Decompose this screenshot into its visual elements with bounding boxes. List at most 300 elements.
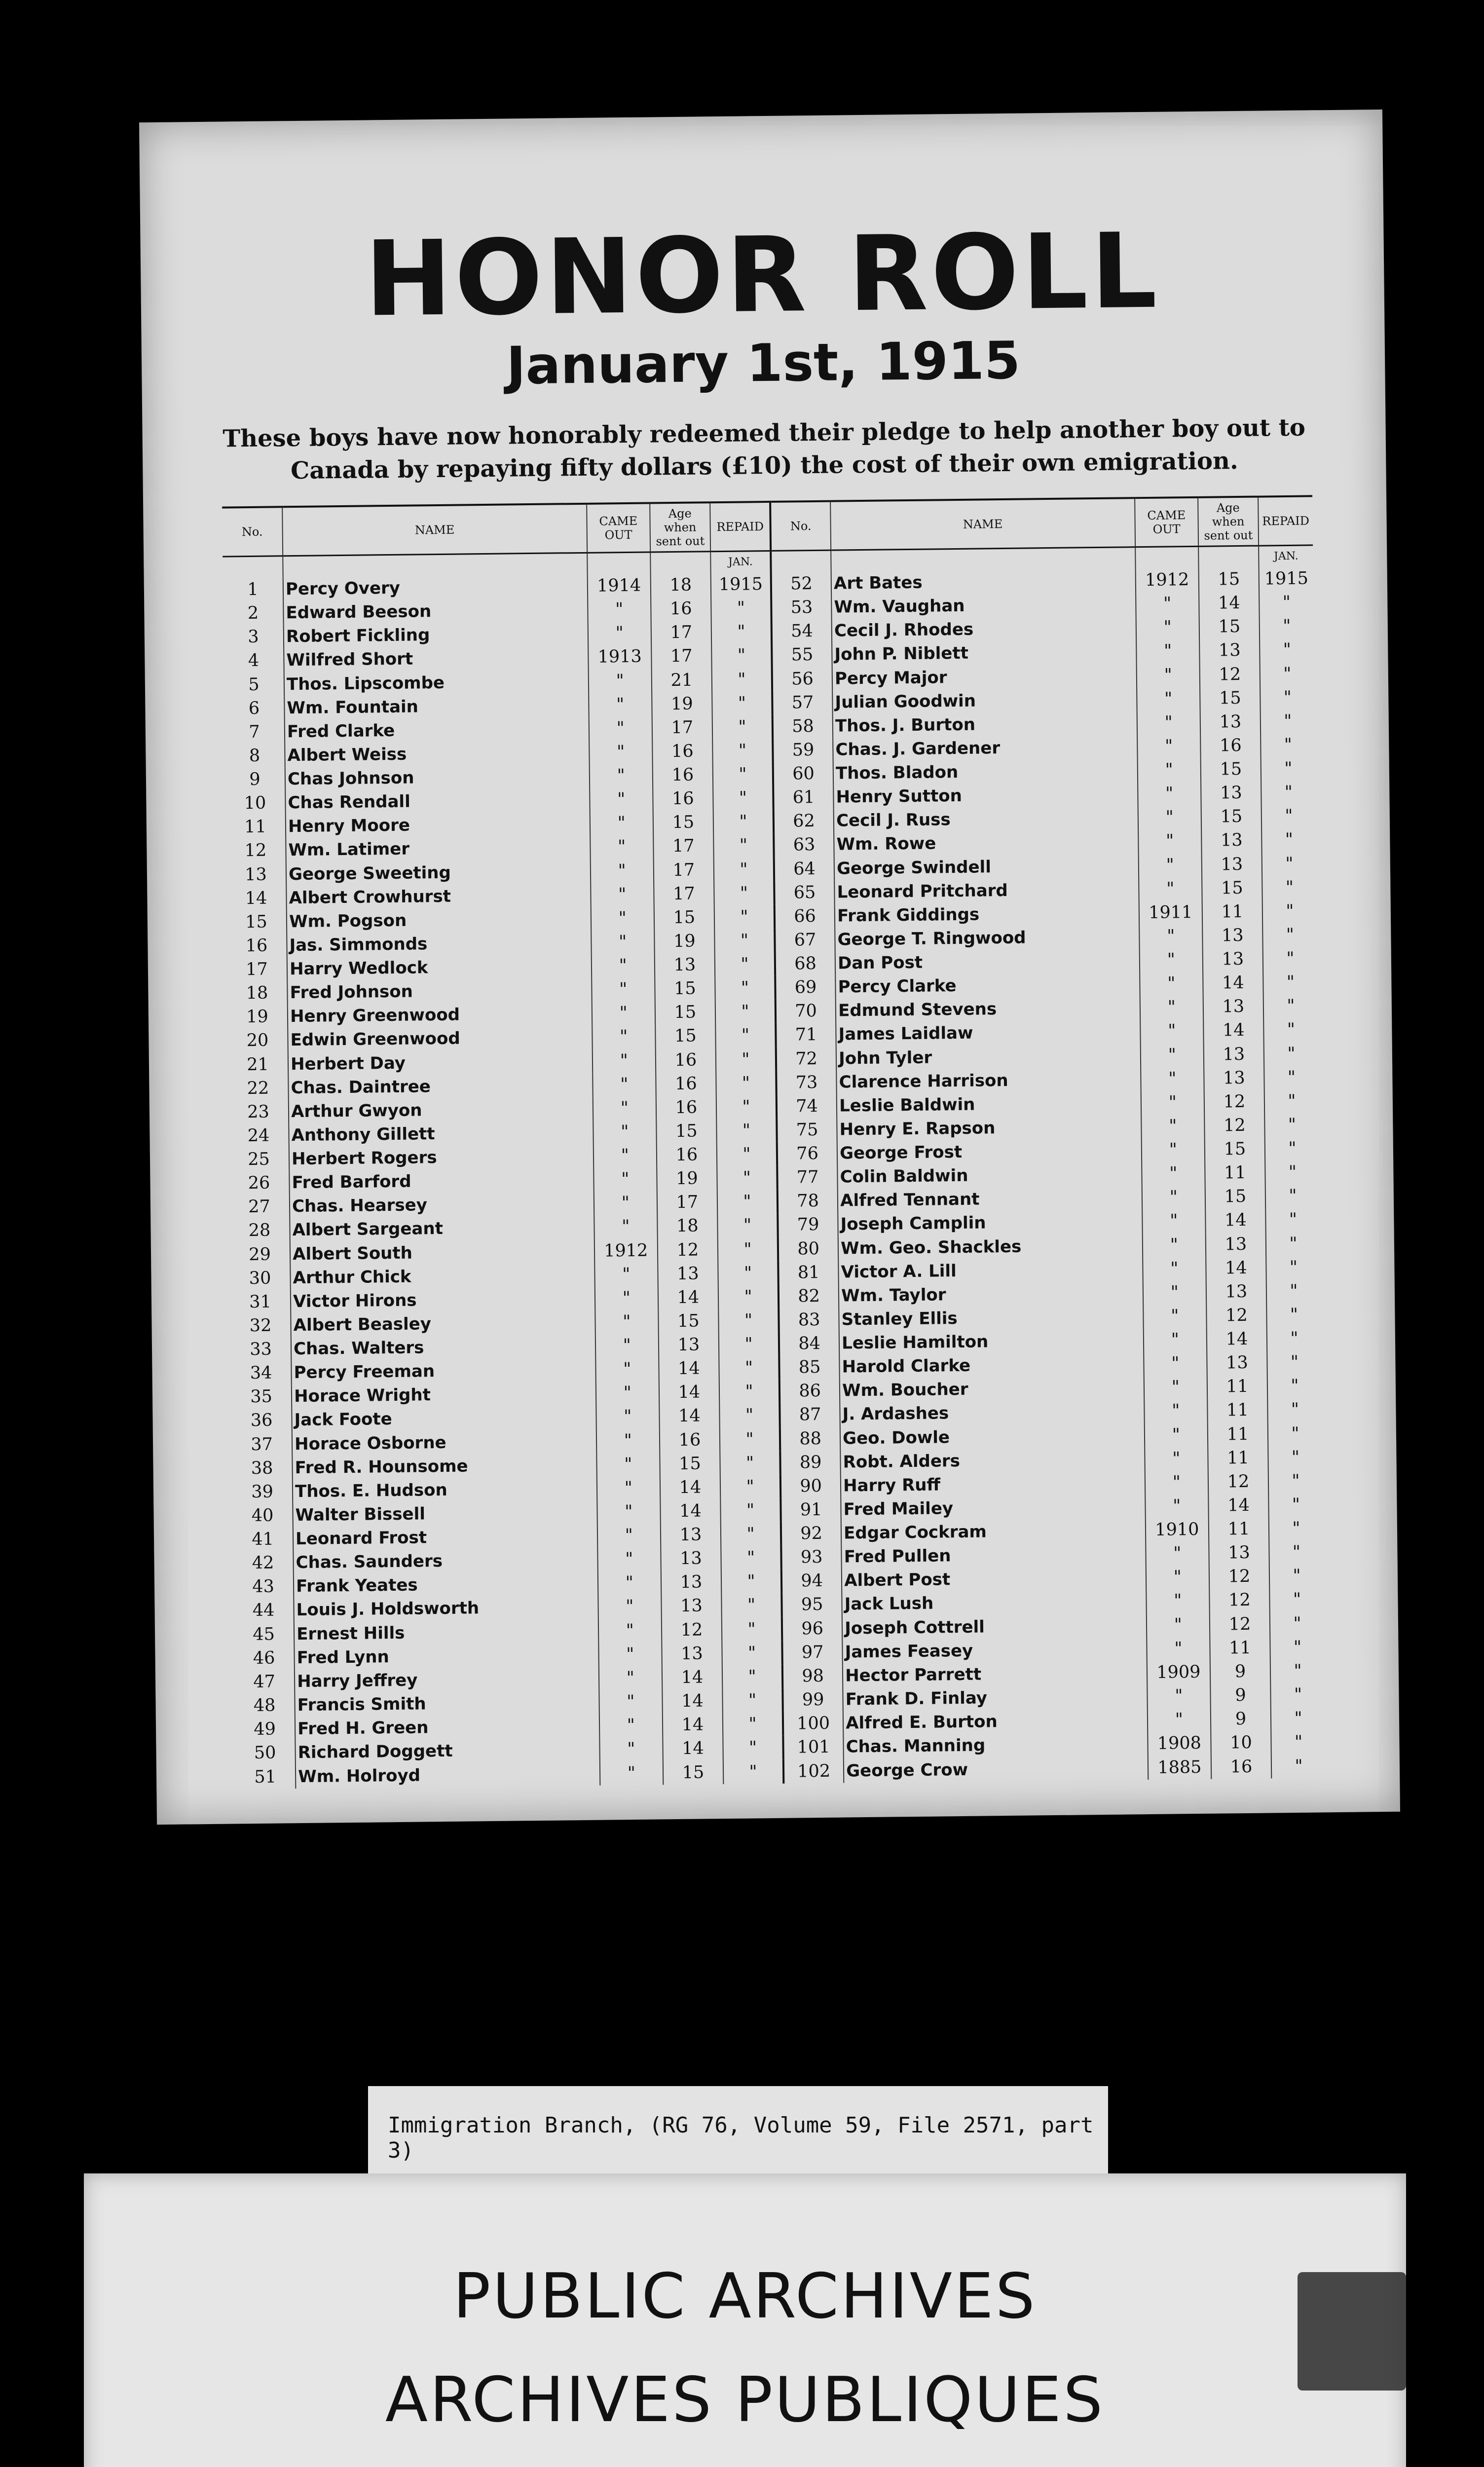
right-cell-repaid: " xyxy=(1270,1659,1325,1683)
left-cell-repaid: " xyxy=(722,1665,783,1689)
col-header-name-right: NAME xyxy=(830,498,1135,550)
left-cell-no: 29 xyxy=(249,1244,271,1265)
left-cell-age: 16 xyxy=(653,763,713,787)
right-cell-age: 12 xyxy=(1200,662,1261,686)
left-cell-came: " xyxy=(590,787,653,812)
left-cell-repaid: " xyxy=(713,833,774,858)
right-cell-name: Julian Goodwin xyxy=(832,687,1137,714)
col-header-repaid: REPAID xyxy=(710,502,771,552)
left-cell-came: " xyxy=(593,1143,657,1167)
right-cell-repaid: " xyxy=(1266,1279,1321,1303)
right-cell-repaid: " xyxy=(1268,1469,1323,1493)
right-cell-came: " xyxy=(1139,924,1203,948)
left-cell-repaid: " xyxy=(721,1593,782,1617)
left-cell-no: 14 xyxy=(245,888,267,908)
left-cell-came: " xyxy=(596,1405,660,1429)
left-cell-name: Percy Overy xyxy=(283,574,588,601)
right-cell-age: 15 xyxy=(1199,567,1260,592)
left-cell-repaid: " xyxy=(717,1166,778,1190)
left-cell-no: 4 xyxy=(248,651,260,671)
left-cell-age: 12 xyxy=(658,1238,718,1262)
left-cell-repaid: " xyxy=(718,1237,779,1261)
right-cell-came: " xyxy=(1137,686,1200,710)
left-cell-name: George Sweeting xyxy=(286,859,591,886)
left-cell-no: 47 xyxy=(253,1672,276,1692)
left-cell-no: 45 xyxy=(253,1624,275,1645)
right-cell-no: 82 xyxy=(779,1284,839,1308)
right-cell-repaid: " xyxy=(1268,1445,1322,1469)
left-cell-age: 14 xyxy=(660,1499,721,1523)
right-cell-came: " xyxy=(1143,1256,1206,1280)
left-cell-age: 16 xyxy=(656,1072,716,1096)
left-cell-repaid: " xyxy=(715,1023,776,1047)
right-cell-no: 59 xyxy=(773,738,833,762)
left-cell-name: Henry Greenwood xyxy=(288,1002,592,1029)
left-cell-age: 17 xyxy=(654,858,714,882)
col-header-came-out-right: CAME OUT xyxy=(1135,497,1198,547)
left-cell-no: 42 xyxy=(252,1553,274,1573)
left-cell-name: Albert Weiss xyxy=(285,741,589,768)
left-cell-age: 14 xyxy=(662,1665,723,1689)
right-cell-name: Joseph Cottrell xyxy=(842,1613,1147,1641)
right-cell-age: 14 xyxy=(1203,971,1263,995)
right-cell-repaid: " xyxy=(1262,852,1316,876)
right-cell-age: 12 xyxy=(1209,1588,1270,1612)
right-cell-no: 99 xyxy=(782,1687,843,1712)
left-cell-came: " xyxy=(590,811,653,835)
left-cell-age: 17 xyxy=(651,644,712,669)
left-cell-name: Chas Johnson xyxy=(285,764,590,791)
right-cell-no: 95 xyxy=(781,1593,842,1617)
left-cell-no: 32 xyxy=(249,1315,272,1336)
right-cell-age: 16 xyxy=(1211,1755,1272,1779)
right-cell-name: John Tyler xyxy=(836,1044,1141,1071)
left-cell-age: 13 xyxy=(658,1262,718,1286)
right-cell-age: 13 xyxy=(1204,1042,1264,1066)
left-cell-came: " xyxy=(597,1499,661,1524)
left-cell-no: 38 xyxy=(251,1458,273,1478)
left-cell-came: " xyxy=(592,977,655,1002)
left-cell-age: 18 xyxy=(651,573,711,597)
left-cell-name: Henry Moore xyxy=(286,812,590,839)
left-cell-name: Thos. Lipscombe xyxy=(284,669,589,696)
left-cell-came: " xyxy=(595,1333,659,1357)
right-cell-came: 1908 xyxy=(1148,1731,1211,1756)
left-cell-name: Thos. E. Hudson xyxy=(293,1476,597,1503)
left-cell-no: 46 xyxy=(253,1648,275,1668)
col-header-no: No. xyxy=(222,507,283,557)
right-cell-name: Leonard Pritchard xyxy=(834,877,1139,904)
right-cell-came: " xyxy=(1146,1565,1210,1589)
right-cell-name: Dan Post xyxy=(835,948,1140,975)
left-cell-repaid: " xyxy=(712,739,773,763)
repaid-month-left: JAN. xyxy=(710,551,771,573)
left-cell-repaid: " xyxy=(720,1451,780,1475)
left-cell-came: " xyxy=(589,740,653,764)
right-cell-repaid: " xyxy=(1260,638,1314,662)
left-cell-came: " xyxy=(589,763,653,787)
left-cell-repaid: " xyxy=(716,1047,777,1071)
right-cell-no: 77 xyxy=(777,1165,838,1190)
right-cell-came: 1885 xyxy=(1148,1755,1212,1780)
left-cell-no: 17 xyxy=(246,959,268,980)
left-cell-name: Wilfred Short xyxy=(284,645,588,673)
right-cell-name: Thos. Bladon xyxy=(833,758,1138,785)
right-cell-age: 13 xyxy=(1199,638,1260,663)
left-cell-age: 14 xyxy=(660,1475,721,1499)
right-cell-repaid: " xyxy=(1266,1303,1321,1327)
left-cell-repaid: " xyxy=(720,1427,780,1451)
left-cell-name: Louis J. Holdsworth xyxy=(294,1595,598,1622)
left-cell-age: 14 xyxy=(663,1713,723,1737)
left-cell-no: 39 xyxy=(251,1482,274,1502)
right-cell-came: " xyxy=(1136,592,1199,616)
right-cell-repaid: " xyxy=(1269,1540,1323,1564)
right-cell-repaid: " xyxy=(1267,1398,1322,1422)
left-cell-age: 13 xyxy=(661,1546,721,1570)
left-cell-repaid: 1915 xyxy=(711,572,772,597)
col-header-age-right: Age when sent out xyxy=(1198,497,1259,547)
document-title: HONOR ROLL xyxy=(364,210,1161,340)
right-cell-repaid: " xyxy=(1270,1682,1325,1707)
left-cell-age: 15 xyxy=(663,1760,724,1785)
right-cell-repaid: " xyxy=(1271,1706,1325,1730)
left-cell-age: 18 xyxy=(657,1214,718,1238)
left-cell-repaid: " xyxy=(716,1119,777,1143)
right-cell-repaid: 1915 xyxy=(1259,566,1313,591)
right-cell-name: James Laidlaw xyxy=(836,1020,1140,1047)
right-cell-age: 12 xyxy=(1206,1303,1267,1327)
right-cell-came: " xyxy=(1141,1138,1205,1162)
left-cell-repaid: " xyxy=(719,1356,779,1380)
right-cell-no: 57 xyxy=(772,690,833,714)
right-cell-name: Cecil J. Russ xyxy=(834,806,1138,833)
left-cell-came: " xyxy=(591,906,654,930)
left-cell-came: 1913 xyxy=(588,645,652,669)
left-cell-age: 15 xyxy=(653,810,714,834)
right-cell-age: 13 xyxy=(1201,828,1262,853)
left-cell-came: " xyxy=(597,1571,661,1595)
right-cell-age: 13 xyxy=(1209,1541,1269,1565)
right-cell-no: 87 xyxy=(779,1403,840,1427)
left-cell-age: 13 xyxy=(661,1570,722,1594)
right-cell-no: 79 xyxy=(778,1213,838,1237)
right-cell-age: 11 xyxy=(1208,1422,1268,1446)
right-cell-came: " xyxy=(1147,1636,1210,1660)
right-cell-name: Wm. Vaughan xyxy=(831,592,1136,619)
right-cell-came: " xyxy=(1144,1375,1207,1399)
left-cell-no: 41 xyxy=(252,1529,274,1550)
right-cell-no: 94 xyxy=(781,1569,842,1593)
right-cell-repaid: " xyxy=(1270,1611,1324,1636)
left-cell-name: Herbert Day xyxy=(288,1049,593,1076)
right-cell-repaid: " xyxy=(1263,994,1318,1018)
right-cell-age: 13 xyxy=(1202,852,1262,876)
right-cell-name: Henry Sutton xyxy=(833,782,1138,809)
left-cell-repaid: " xyxy=(711,643,772,668)
left-cell-came: " xyxy=(599,1737,663,1761)
right-cell-age: 13 xyxy=(1204,1066,1264,1090)
right-cell-came: " xyxy=(1145,1470,1208,1494)
left-cell-name: Fred Clarke xyxy=(285,717,589,744)
left-cell-name: Albert Crowhurst xyxy=(286,883,591,910)
left-cell-no: 24 xyxy=(247,1125,270,1146)
left-cell-repaid: " xyxy=(723,1736,783,1760)
right-cell-no: 98 xyxy=(782,1664,843,1688)
left-cell-repaid: " xyxy=(714,905,775,929)
right-cell-came: " xyxy=(1142,1161,1205,1186)
left-cell-came: " xyxy=(599,1713,663,1737)
left-cell-age: 14 xyxy=(659,1404,720,1428)
left-cell-age: 16 xyxy=(660,1428,720,1452)
left-cell-name: Jack Foote xyxy=(292,1405,596,1432)
left-cell-no: 35 xyxy=(250,1386,273,1407)
right-cell-came: 1910 xyxy=(1146,1518,1209,1542)
left-cell-no: 44 xyxy=(252,1601,275,1621)
right-cell-age: 12 xyxy=(1204,1089,1265,1114)
left-cell-age: 14 xyxy=(663,1736,723,1760)
right-cell-age: 15 xyxy=(1199,615,1260,639)
document-date: January 1st, 1915 xyxy=(506,330,1021,396)
right-cell-came: 1911 xyxy=(1139,900,1202,925)
left-cell-name: Herbert Rogers xyxy=(289,1144,594,1171)
right-cell-name: Joseph Camplin xyxy=(838,1209,1142,1236)
right-cell-no: 69 xyxy=(775,975,836,1000)
col-header-no-right: No. xyxy=(770,501,831,551)
right-cell-no: 73 xyxy=(776,1070,837,1094)
right-cell-no: 102 xyxy=(783,1759,844,1784)
left-cell-name: Albert Sargeant xyxy=(290,1215,594,1242)
left-cell-name: Fred Barford xyxy=(289,1168,594,1195)
right-cell-came: " xyxy=(1142,1185,1205,1209)
left-cell-age: 15 xyxy=(655,1000,716,1024)
right-cell-repaid: " xyxy=(1264,1042,1318,1066)
right-cell-no: 56 xyxy=(772,667,833,691)
left-cell-no: 3 xyxy=(248,627,259,647)
left-cell-repaid: " xyxy=(712,715,773,739)
right-cell-came: 1912 xyxy=(1135,568,1199,592)
right-cell-name: Wm. Boucher xyxy=(840,1376,1144,1403)
left-cell-age: 17 xyxy=(654,882,714,906)
left-cell-name: Leonard Frost xyxy=(293,1524,597,1551)
left-cell-name: Chas. Walters xyxy=(291,1334,595,1361)
right-cell-age: 15 xyxy=(1205,1185,1266,1209)
left-cell-name: Chas Rendall xyxy=(285,788,590,815)
left-cell-came: 1912 xyxy=(594,1238,658,1263)
right-cell-repaid: " xyxy=(1264,1089,1319,1113)
left-cell-came: " xyxy=(599,1666,663,1690)
archives-stamp-card xyxy=(84,2173,1406,2467)
right-cell-came: " xyxy=(1145,1494,1209,1518)
left-cell-no: 8 xyxy=(249,746,260,766)
right-cell-name: Percy Clarke xyxy=(835,972,1140,999)
right-cell-name: Clarence Harrison xyxy=(836,1067,1141,1094)
right-cell-came: " xyxy=(1136,639,1200,663)
left-cell-no: 1 xyxy=(247,579,259,600)
right-cell-repaid: " xyxy=(1261,733,1315,757)
left-cell-came: 1914 xyxy=(587,573,651,598)
left-cell-name: Walter Bissell xyxy=(293,1500,597,1528)
right-cell-came: " xyxy=(1146,1541,1209,1566)
left-cell-came: " xyxy=(595,1309,659,1334)
left-cell-name: Harry Jeffrey xyxy=(295,1666,599,1693)
stamp-line-2: ARCHIVES PUBLIQUES xyxy=(385,2363,1105,2436)
left-cell-came: " xyxy=(594,1191,657,1215)
col-header-came-out: CAME OUT xyxy=(587,503,650,553)
right-cell-age: 15 xyxy=(1201,805,1262,829)
left-cell-repaid: " xyxy=(722,1641,782,1665)
right-cell-age: 15 xyxy=(1200,686,1261,710)
left-cell-came: " xyxy=(595,1357,659,1382)
left-cell-came: " xyxy=(596,1452,660,1476)
left-cell-no: 23 xyxy=(247,1102,270,1122)
right-cell-age: 11 xyxy=(1205,1161,1265,1185)
right-cell-no: 71 xyxy=(776,1023,836,1047)
left-cell-repaid: " xyxy=(712,691,773,715)
left-cell-no: 26 xyxy=(248,1173,270,1194)
left-cell-age: 12 xyxy=(662,1618,722,1642)
right-cell-repaid: " xyxy=(1262,875,1316,899)
right-cell-no: 83 xyxy=(779,1308,839,1332)
right-cell-name: George Swindell xyxy=(834,854,1139,881)
left-cell-age: 19 xyxy=(657,1166,717,1191)
left-cell-came: " xyxy=(589,692,652,716)
right-cell-name: Leslie Hamilton xyxy=(839,1328,1144,1355)
right-cell-came: " xyxy=(1146,1589,1210,1613)
left-cell-age: 16 xyxy=(652,739,713,763)
right-cell-name: Colin Baldwin xyxy=(837,1162,1142,1189)
right-cell-age: 9 xyxy=(1210,1683,1271,1707)
right-cell-repaid: " xyxy=(1266,1232,1320,1256)
right-cell-age: 11 xyxy=(1207,1398,1268,1422)
left-cell-age: 16 xyxy=(656,1048,716,1072)
right-cell-name: Robt. Alders xyxy=(840,1447,1145,1474)
left-cell-repaid: " xyxy=(714,929,775,953)
right-cell-repaid: " xyxy=(1264,1113,1319,1137)
right-cell-came: " xyxy=(1144,1422,1208,1447)
right-cell-repaid: " xyxy=(1263,971,1317,995)
left-cell-age: 17 xyxy=(652,715,713,740)
right-cell-came: " xyxy=(1144,1399,1208,1423)
left-cell-repaid: " xyxy=(718,1261,779,1285)
stamp-line-1: PUBLIC ARCHIVES xyxy=(453,2260,1037,2332)
right-cell-came: " xyxy=(1140,1019,1204,1043)
left-cell-came: " xyxy=(591,953,655,977)
right-cell-age: 12 xyxy=(1209,1565,1270,1589)
left-cell-repaid: " xyxy=(717,1190,778,1214)
left-cell-no: 9 xyxy=(249,769,260,790)
left-cell-name: Fred H. Green xyxy=(295,1714,599,1741)
left-cell-no: 30 xyxy=(249,1268,271,1288)
right-cell-age: 12 xyxy=(1208,1469,1269,1494)
left-cell-no: 10 xyxy=(244,793,266,814)
right-cell-repaid: " xyxy=(1264,1065,1318,1089)
left-cell-repaid: " xyxy=(711,596,772,620)
left-cell-came: " xyxy=(588,669,652,693)
left-cell-came: " xyxy=(592,1001,655,1025)
right-cell-no: 65 xyxy=(774,880,835,904)
right-cell-no: 101 xyxy=(783,1735,844,1759)
right-cell-no: 58 xyxy=(773,714,833,738)
right-cell-age: 11 xyxy=(1209,1517,1269,1541)
right-cell-age: 11 xyxy=(1208,1446,1268,1470)
left-cell-no: 21 xyxy=(247,1054,269,1075)
left-cell-repaid: " xyxy=(715,952,776,976)
right-cell-name: Hector Parrett xyxy=(843,1661,1147,1688)
left-cell-name: Edward Beeson xyxy=(283,598,588,625)
left-cell-age: 14 xyxy=(659,1356,719,1381)
right-cell-came: " xyxy=(1142,1209,1206,1233)
right-cell-no: 54 xyxy=(772,619,832,643)
right-cell-repaid: " xyxy=(1267,1326,1321,1350)
right-cell-name: Frank Giddings xyxy=(835,901,1139,928)
intro-paragraph: These boys have now honorably redeemed their pledge to help another boy out to Canada by repaying fifty dollars (£10) the cost of their own emigration. xyxy=(223,413,1306,485)
left-cell-repaid: " xyxy=(720,1498,781,1523)
left-cell-no: 50 xyxy=(254,1743,276,1763)
right-cell-repaid: " xyxy=(1260,685,1314,710)
left-cell-came: " xyxy=(594,1167,657,1192)
left-cell-no: 28 xyxy=(248,1221,271,1241)
right-cell-repaid: " xyxy=(1262,923,1317,947)
right-cell-no: 62 xyxy=(774,809,834,833)
right-cell-age: 12 xyxy=(1210,1612,1270,1636)
left-cell-repaid: " xyxy=(721,1522,781,1546)
left-cell-name: Arthur Chick xyxy=(290,1263,594,1290)
left-cell-age: 13 xyxy=(659,1333,719,1357)
right-cell-name: Victor A. Lill xyxy=(838,1257,1143,1284)
left-cell-name: Chas. Hearsey xyxy=(290,1192,594,1219)
right-cell-age: 13 xyxy=(1207,1351,1267,1375)
right-cell-came: " xyxy=(1147,1684,1211,1708)
left-cell-repaid: " xyxy=(719,1403,780,1427)
right-cell-came: " xyxy=(1139,948,1203,972)
right-cell-came: " xyxy=(1143,1280,1206,1305)
left-cell-came: " xyxy=(591,930,655,954)
left-cell-name: Ernest Hills xyxy=(294,1619,598,1646)
right-cell-age: 11 xyxy=(1210,1636,1270,1660)
right-cell-no: 64 xyxy=(774,857,835,881)
left-cell-came: " xyxy=(597,1547,661,1571)
right-cell-no: 88 xyxy=(780,1426,841,1451)
right-cell-repaid: " xyxy=(1261,781,1315,805)
left-cell-name: Frank Yeates xyxy=(294,1571,598,1599)
right-cell-came: " xyxy=(1138,829,1202,853)
right-cell-came: " xyxy=(1141,1114,1205,1138)
left-cell-age: 15 xyxy=(654,905,715,930)
left-cell-repaid: " xyxy=(714,881,775,905)
left-cell-repaid: " xyxy=(717,1213,778,1237)
left-cell-repaid: " xyxy=(716,1071,777,1095)
left-cell-no: 36 xyxy=(250,1411,273,1431)
right-cell-name: Frank D. Finlay xyxy=(843,1684,1147,1712)
left-cell-no: 7 xyxy=(249,722,260,742)
right-cell-no: 55 xyxy=(772,643,832,667)
right-cell-no: 72 xyxy=(776,1047,837,1071)
right-cell-came: " xyxy=(1143,1328,1207,1352)
left-cell-came: " xyxy=(592,1025,656,1049)
right-cell-name: Harold Clarke xyxy=(839,1352,1144,1379)
right-cell-name: Wm. Geo. Shackles xyxy=(838,1234,1143,1261)
right-cell-came: " xyxy=(1145,1446,1208,1470)
left-cell-repaid: " xyxy=(718,1308,779,1333)
right-cell-name: Alfred E. Burton xyxy=(843,1708,1148,1735)
left-cell-no: 51 xyxy=(254,1767,277,1787)
right-cell-name: Leslie Baldwin xyxy=(837,1091,1141,1118)
right-cell-no: 66 xyxy=(775,904,835,928)
right-cell-age: 10 xyxy=(1211,1731,1271,1755)
right-cell-repaid: " xyxy=(1271,1730,1325,1754)
left-cell-came: " xyxy=(588,598,651,622)
